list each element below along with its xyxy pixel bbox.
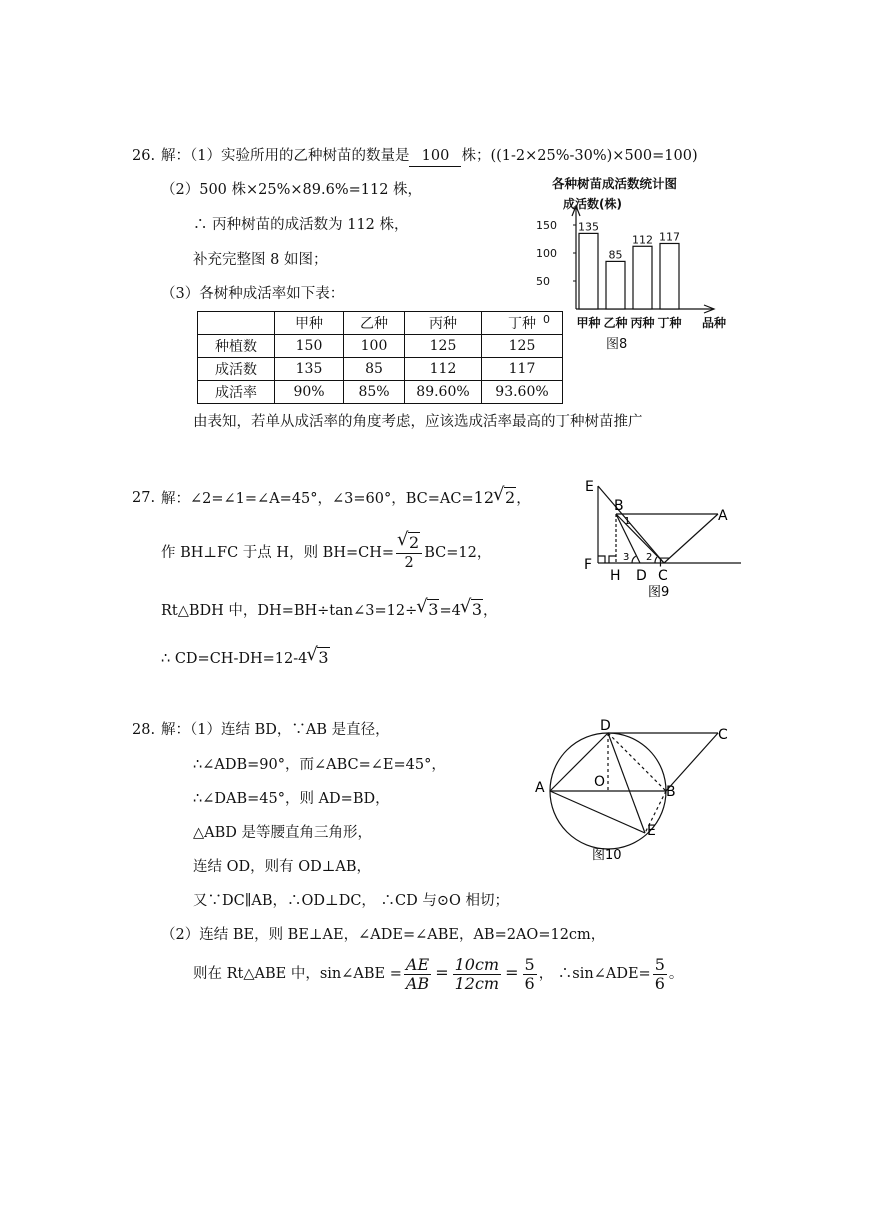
q27-line2 — [161, 533, 491, 573]
chart-title: 各种树苗成活数统计图 — [552, 176, 678, 191]
q28-f4-num: 5 — [654, 954, 665, 974]
chart-bar-乙种 — [606, 261, 625, 309]
point-d-label: D — [636, 568, 647, 584]
table-cell: 成活数 — [198, 358, 275, 381]
chart-bar-value-label: 85 — [608, 248, 623, 262]
table-cell: 丁种 — [482, 312, 563, 335]
q27-sqrt-3c-radicand: 3 — [318, 648, 329, 667]
q27-line3-post: ， — [483, 603, 498, 619]
q27-line2-post: BC=12， — [424, 545, 492, 561]
table-cell: 150 — [275, 335, 344, 358]
table-row — [198, 358, 563, 381]
q28-f1-den: AB — [405, 973, 430, 993]
chart-category-label: 甲种 — [576, 316, 601, 330]
point-e-label: E — [585, 479, 594, 495]
q27-line3-mid: =4 — [439, 603, 461, 619]
chart-y-tick-label: 100 — [536, 247, 557, 260]
q28-f2-num: 10cm — [454, 954, 500, 974]
q28-f3-num: 5 — [524, 954, 535, 974]
q28-fraction-10cm-12cm — [453, 956, 502, 993]
q27-fraction-sqrt2-over-2 — [396, 534, 422, 572]
table-cell: 112 — [405, 358, 482, 381]
table-cell: 85 — [344, 358, 405, 381]
table-cell: 89.60% — [405, 381, 482, 404]
table-row — [198, 381, 563, 404]
q27-sqrt-2-radicand: 2 — [505, 488, 516, 507]
q28-line2: ∴∠ADB=90°，而∠ABC=∠E=45°， — [193, 757, 446, 773]
q28-line6: 又∵DC∥AB，∴OD⊥DC， ∴CD 与⊙O 相切； — [193, 893, 509, 909]
table-cell: 125 — [405, 335, 482, 358]
q27-line1-coef: 12 — [473, 488, 494, 507]
q28-line8 — [193, 952, 683, 995]
table-cell: 93.60% — [482, 381, 563, 404]
chart-caption: 图8 — [606, 337, 628, 352]
q28-f1-num: AE — [405, 954, 430, 974]
q27-sqrt-3a — [417, 600, 439, 621]
q28-number: 28. — [132, 722, 156, 738]
q27-fraction-denominator: 2 — [404, 555, 414, 571]
table-row — [198, 335, 563, 358]
angle-3-label: 3 — [623, 552, 630, 563]
angle-1-label: 1 — [624, 516, 631, 527]
chart-bar-value-label: 135 — [578, 220, 599, 234]
chart-category-label: 乙种 — [603, 316, 628, 330]
point-d-label: D — [600, 718, 611, 734]
table-cell: 117 — [482, 358, 563, 381]
q28-line8-pre: 则在 Rt△ABE 中，sin∠ABE = — [193, 966, 402, 982]
chart-bar-value-label: 117 — [659, 230, 680, 244]
q28-line4: △ABD 是等腰直角三角形， — [193, 825, 373, 841]
q28-fraction-5-6 — [523, 956, 537, 993]
q27-number: 27. — [132, 490, 156, 506]
chart-y-tick-label: 50 — [536, 275, 550, 288]
point-c-label: C — [658, 568, 668, 584]
table-cell — [198, 312, 275, 335]
survival-rate-table — [197, 311, 563, 404]
q27-line3 — [161, 600, 498, 621]
chart-category-label: 丙种 — [630, 316, 655, 330]
q26-line2: （2）500 株×25%×89.6%=112 株， — [161, 182, 423, 198]
point-f-label: F — [584, 557, 593, 573]
q26-line1-post: 株；((1-2×25%-30%)×500=100) — [461, 148, 698, 164]
figure-9-geometry — [580, 476, 750, 601]
point-b-label: B — [666, 784, 676, 800]
point-e-label: E — [647, 823, 656, 839]
q27-line3-pre: Rt△BDH 中，DH=BH÷tan∠3=12÷ — [161, 603, 418, 619]
q27-line4 — [161, 648, 330, 669]
q27-sqrt-3b — [461, 600, 483, 621]
table-cell: 90% — [275, 381, 344, 404]
table-cell: 乙种 — [344, 312, 405, 335]
q27-line1 — [161, 488, 531, 509]
table-cell: 甲种 — [275, 312, 344, 335]
q27-fraction-numerator — [398, 534, 420, 553]
q26-conclusion: 由表知，若单从成活率的角度考虑，应该选成活率最高的丁种树苗推广 — [193, 414, 643, 430]
q28-line3: ∴∠DAB=45°，则 AD=BD， — [193, 791, 390, 807]
q26-line4: 补充完整图 8 如图； — [193, 252, 328, 268]
table-cell: 100 — [344, 335, 405, 358]
q28-fraction-5-6-result — [653, 956, 667, 993]
q28-line1: 解：（1）连结 BD，∵AB 是直径， — [161, 722, 390, 738]
q27-fraction-num-radicand: 2 — [409, 533, 420, 552]
point-b-label: B — [614, 498, 624, 514]
chart-y-tick-label: 0 — [543, 313, 550, 326]
q27-line4-pre: ∴ CD=CH-DH=12-4 — [161, 651, 308, 667]
point-a-label: A — [535, 780, 545, 796]
chart-ylabel: 成活数(株) — [563, 197, 622, 211]
point-a-label: A — [718, 508, 728, 524]
figure-9-caption: 图9 — [648, 585, 670, 600]
q27-line1-post: ， — [516, 491, 531, 507]
q28-eq-1: = — [435, 963, 449, 982]
table-cell: 成活率 — [198, 381, 275, 404]
table-header-row — [198, 312, 563, 335]
q28-line5: 连结 OD，则有 OD⊥AB， — [193, 859, 372, 875]
chart-bar-甲种 — [579, 233, 598, 309]
chart-category-label: 丁种 — [657, 316, 682, 330]
q26-line1-pre: 解：（1）实验所用的乙种树苗的数量是 — [161, 148, 410, 164]
q26-line5: （3）各树种成活率如下表： — [161, 286, 345, 302]
chart-xlabel: 品种 — [702, 316, 726, 330]
table-cell: 种植数 — [198, 335, 275, 358]
q28-f3-den: 6 — [524, 973, 535, 993]
q28-line8-end: 。 — [668, 966, 684, 982]
table-cell: 135 — [275, 358, 344, 381]
q26-answer-blank: 100 — [409, 146, 461, 167]
q26-line3: ∴ 丙种树苗的成活数为 112 株， — [193, 217, 409, 233]
table-cell: 125 — [482, 335, 563, 358]
q27-sqrt-3a-radicand: 3 — [428, 600, 439, 619]
chart-bar-丙种 — [633, 246, 652, 309]
point-h-label: H — [610, 568, 621, 584]
figure-10-caption: 图10 — [592, 848, 622, 863]
q28-line7: （2）连结 BE，则 BE⊥AE，∠ADE=∠ABE，AB=2AO=12cm， — [161, 927, 606, 943]
q27-line2-pre: 作 BH⊥FC 于点 H，则 BH=CH= — [161, 545, 395, 561]
table-cell: 丙种 — [405, 312, 482, 335]
q26-line1 — [161, 146, 698, 167]
chart-bar-value-label: 112 — [632, 233, 653, 247]
q28-f2-den: 12cm — [454, 973, 500, 993]
q28-f4-den: 6 — [654, 973, 665, 993]
point-o-label: O — [594, 774, 606, 790]
point-c-label: C — [718, 727, 728, 743]
q26-number: 26. — [132, 148, 156, 164]
figure-10-circle-geometry — [530, 715, 740, 865]
table-cell: 85% — [344, 381, 405, 404]
q27-line1-pre: 解：∠2=∠1=∠A=45°，∠3=60°，BC=AC= — [161, 491, 474, 507]
q28-eq-2: = — [505, 963, 519, 982]
q27-sqrt-3b-radicand: 3 — [471, 600, 482, 619]
chart-y-tick-label: 150 — [536, 219, 557, 232]
chart-bar-丁种 — [660, 243, 679, 309]
q28-fraction-ae-ab — [404, 956, 431, 993]
figure-8-bar-chart — [526, 170, 726, 355]
q28-line8-mid: ， ∴sin∠ADE= — [538, 966, 651, 982]
q27-sqrt-3c — [307, 648, 329, 669]
angle-2-label: 2 — [646, 552, 653, 563]
q27-sqrt-2 — [494, 488, 516, 509]
